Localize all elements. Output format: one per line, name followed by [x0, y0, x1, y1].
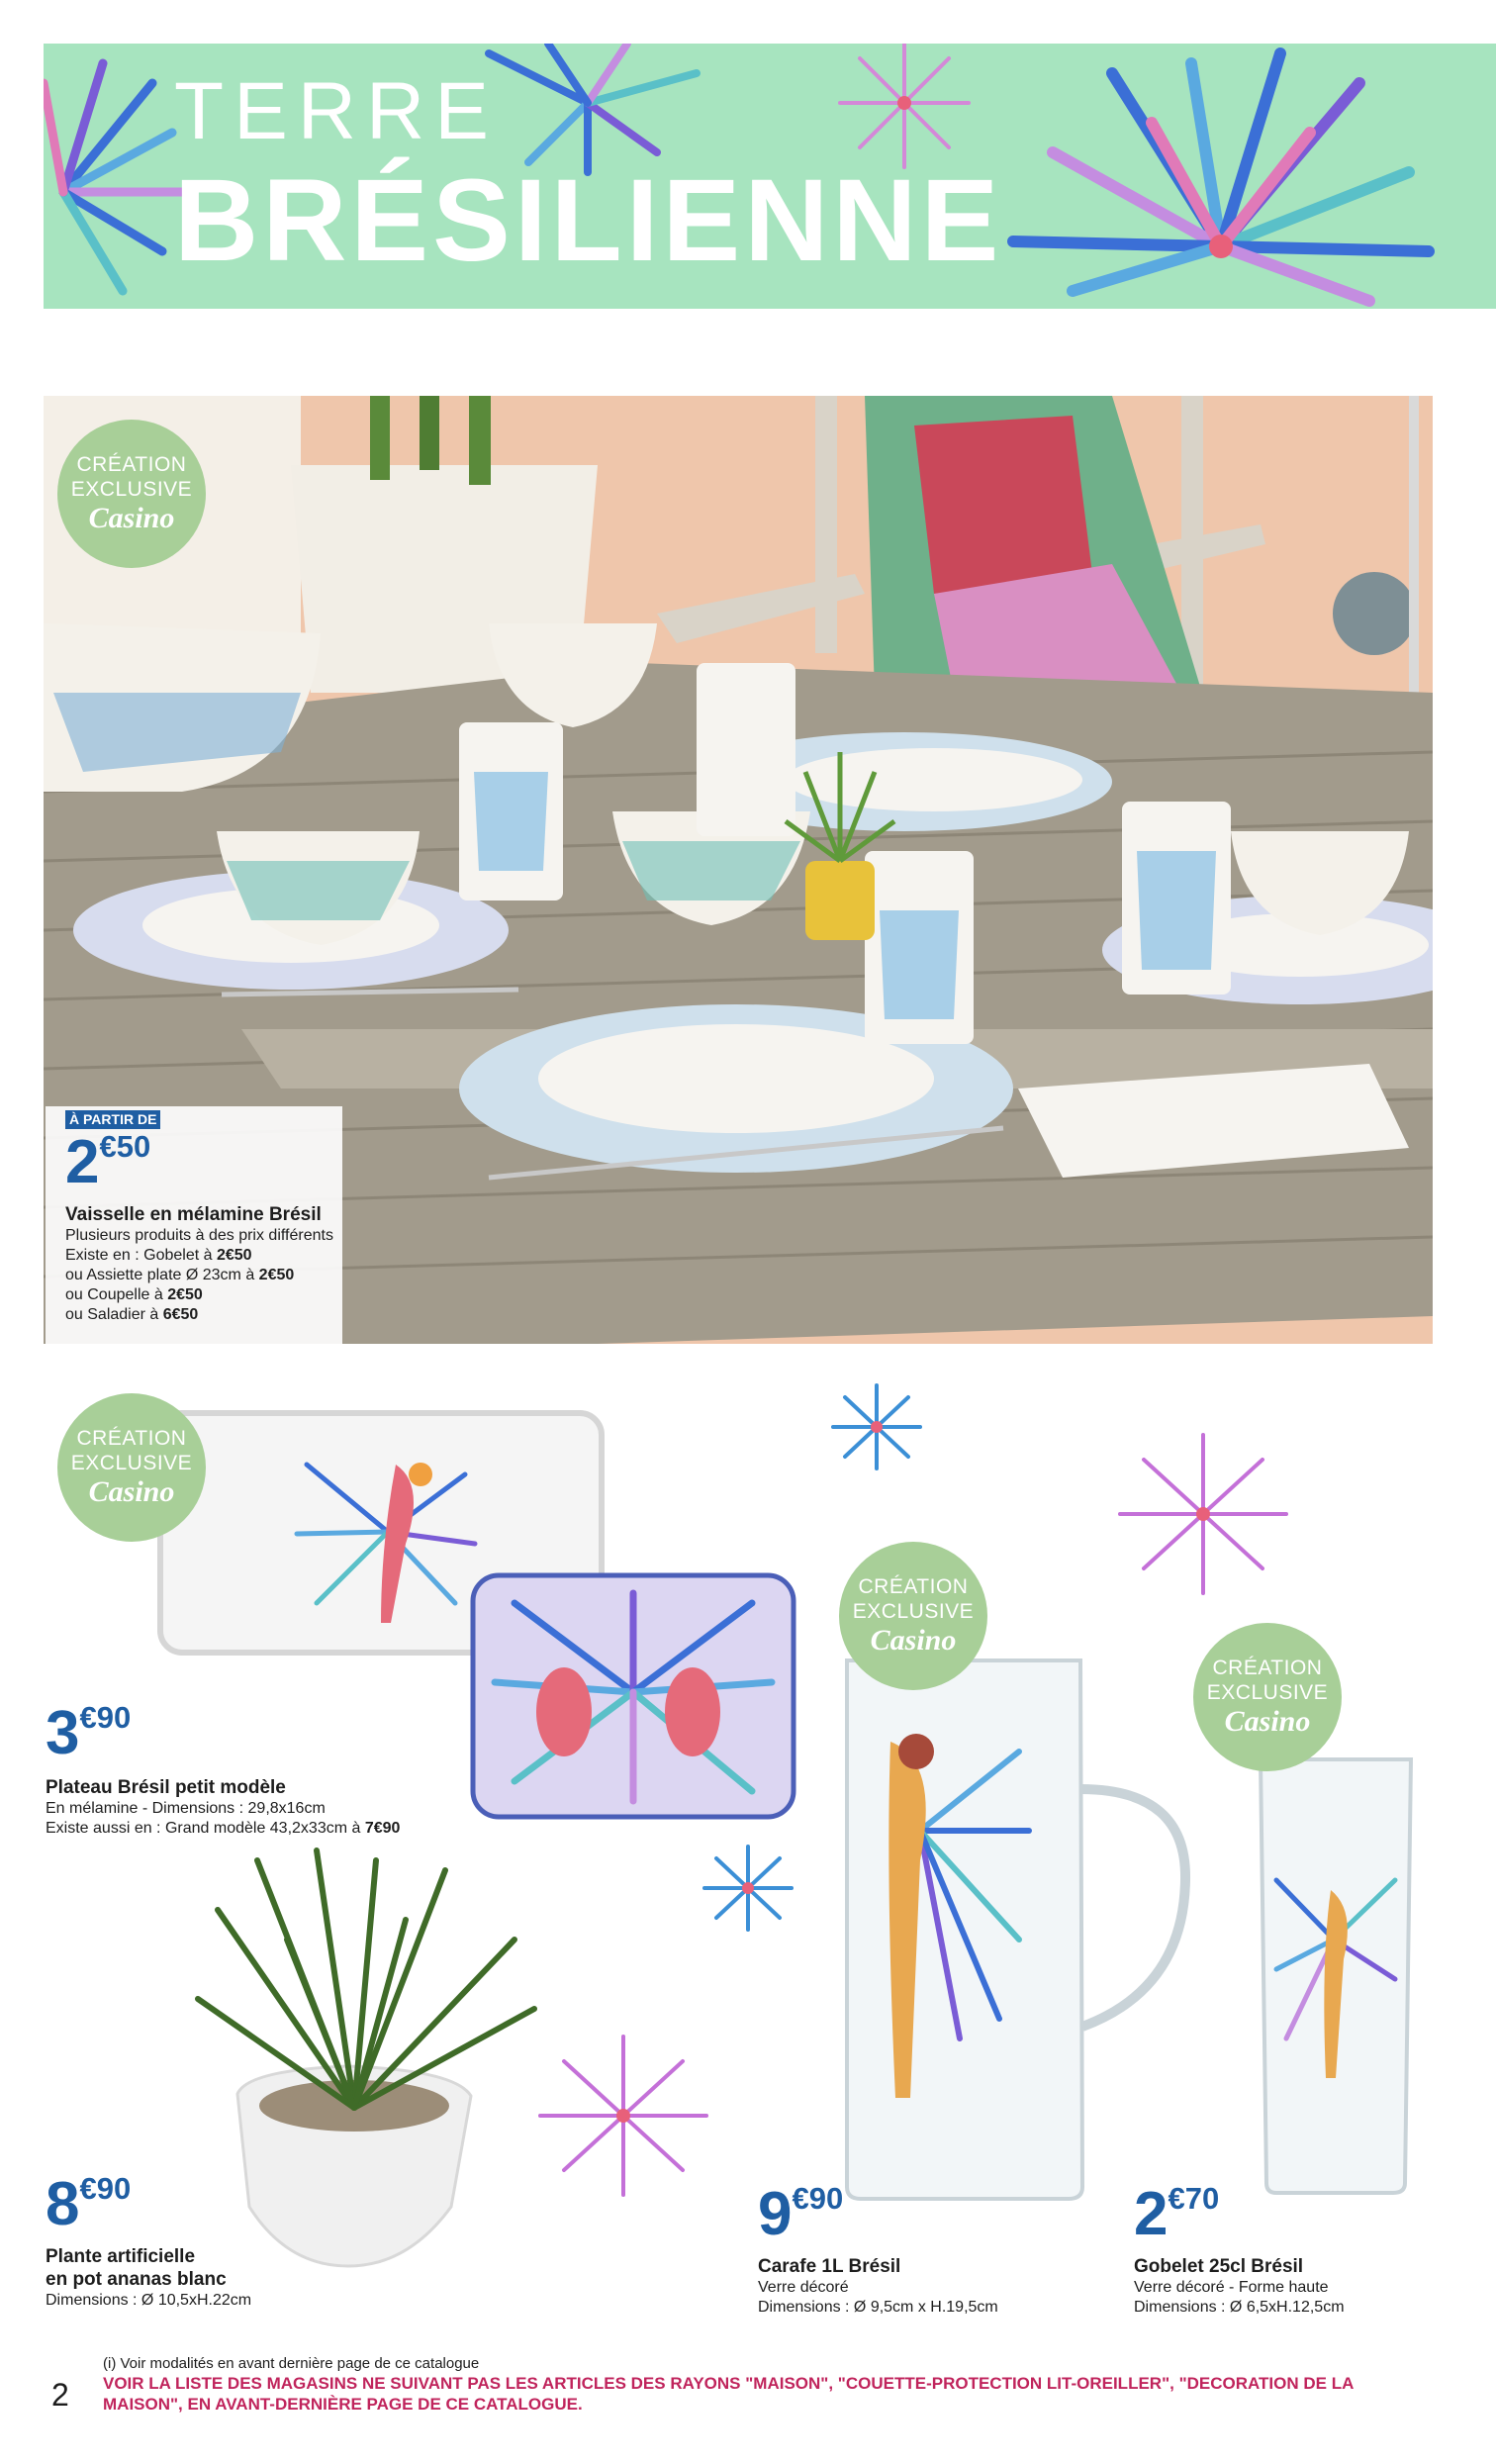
badge-line2: EXCLUSIVE [70, 478, 193, 501]
flower-decoration [1120, 1435, 1286, 1593]
footer-note: (i) Voir modalités en avant dernière page de ce catalogue [103, 2355, 480, 2372]
footer-warning: VOIR LA LISTE DES MAGASINS NE SUIVANT PAS LES ARTICLES DES RAYONS "MAISON", "COUETTE-PROTECTION LIT-OREILLER", "DECORATION DE LA MAISON", EN AVANT-DERNIÈRE PAGE DE CE CATALOGUE. [103, 2374, 1354, 2414]
product-line: ou Saladier à 6€50 [65, 1306, 199, 1323]
product-title: Vaisselle en mélamine Brésil [65, 1204, 322, 1225]
badge-brand: Casino [870, 1624, 957, 1657]
flower-decoration [833, 1385, 920, 1469]
tray-product-info [46, 1699, 401, 1839]
glass-price [1134, 2180, 1345, 2248]
product-line: Plusieurs produits à des prix différents [65, 1227, 333, 1244]
product-title: Plateau Brésil petit modèle [46, 1777, 286, 1798]
product-title: Carafe 1L Brésil [758, 2256, 901, 2277]
product-line: Existe en : Gobelet à 2€50 [65, 1247, 252, 1264]
from-price-label: À PARTIR DE [65, 1110, 160, 1129]
flower-decoration [540, 2037, 706, 2195]
badge-brand: Casino [1224, 1705, 1311, 1738]
banner-title-line2: BRÉSILIENNE [174, 155, 1003, 286]
product-line: Existe aussi en : Grand modèle 43,2x33cm à 7€90 [46, 1820, 401, 1837]
price-cents: €70 [1168, 2181, 1220, 2216]
product-line: Verre décoré - Forme haute [1134, 2279, 1329, 2296]
product-title: Plante artificielle [46, 2246, 196, 2267]
price-cents: €90 [79, 2171, 132, 2206]
glass-product-info [1134, 2180, 1345, 2318]
carafe-product-info [758, 2180, 998, 2318]
exclusive-creation-badge [57, 1393, 206, 1542]
badge-brand: Casino [88, 1475, 175, 1508]
badge-line2: EXCLUSIVE [852, 1600, 975, 1623]
price-euros: 9 [758, 2180, 793, 2248]
flower-decoration [704, 1847, 792, 1930]
badge-brand: Casino [88, 502, 175, 534]
badge-line1: CRÉATION [1212, 1657, 1323, 1679]
carafe-price [758, 2180, 998, 2248]
price-euros: 2 [1134, 2180, 1169, 2248]
product-title: en pot ananas blanc [46, 2269, 227, 2290]
product-line: Verre décoré [758, 2279, 849, 2296]
badge-line1: CRÉATION [858, 1575, 969, 1598]
price-cents: €90 [792, 2181, 844, 2216]
tray-price [46, 1699, 400, 1767]
product-line: En mélamine - Dimensions : 29,8x16cm [46, 1800, 326, 1817]
page-number: 2 [51, 2377, 69, 2413]
price-cents: €90 [79, 1700, 132, 1735]
price-cents: €50 [99, 1129, 151, 1164]
price-euros: 2 [65, 1128, 100, 1196]
badge-line2: EXCLUSIVE [70, 1452, 193, 1474]
plant-price [46, 2170, 251, 2238]
price-euros: 8 [46, 2170, 80, 2238]
plant-product-info [46, 2170, 252, 2311]
badge-line1: CRÉATION [76, 1427, 187, 1450]
carafe-image [847, 1660, 1185, 2199]
badge-line2: EXCLUSIVE [1206, 1681, 1329, 1704]
product-line: ou Assiette plate Ø 23cm à 2€50 [65, 1267, 295, 1283]
product-line: Dimensions : Ø 6,5xH.12,5cm [1134, 2299, 1345, 2316]
product-line: ou Coupelle à 2€50 [65, 1286, 203, 1303]
exclusive-creation-badge [1193, 1623, 1342, 1771]
banner-title-line1: TERRE [174, 66, 499, 156]
price-euros: 3 [46, 1699, 80, 1767]
product-line: Dimensions : Ø 9,5cm x H.19,5cm [758, 2299, 998, 2316]
badge-line1: CRÉATION [76, 453, 187, 476]
exclusive-creation-badge [839, 1542, 987, 1690]
product-title: Gobelet 25cl Brésil [1134, 2256, 1304, 2277]
product-line: Dimensions : Ø 10,5xH.22cm [46, 2292, 252, 2309]
glass-image [1261, 1759, 1411, 2193]
